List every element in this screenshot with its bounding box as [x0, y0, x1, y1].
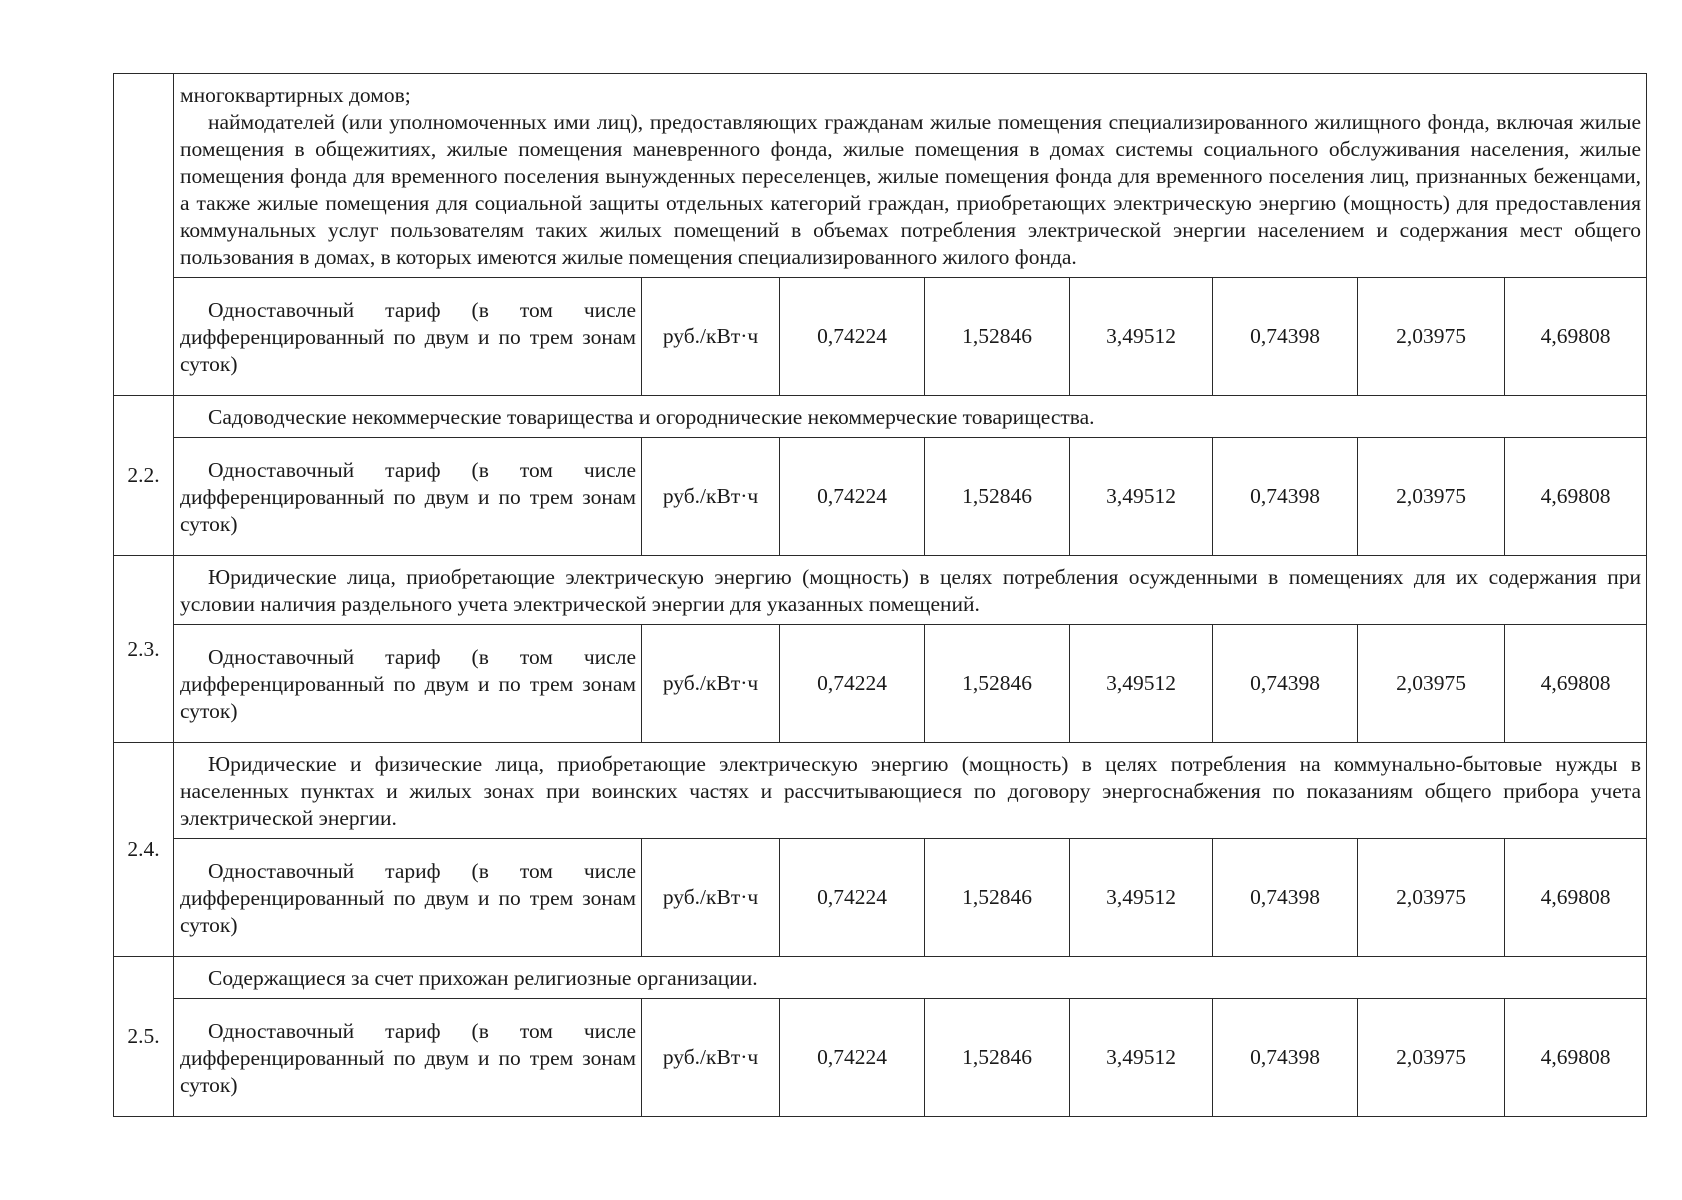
tariff-row — [114, 839, 1647, 957]
section-number — [114, 74, 174, 396]
tariff-value: 0,74398 — [1213, 438, 1358, 556]
tariff-label: Одноставочный тариф (в том числе дифференцированный по двум и по трем зонам суток) — [174, 999, 642, 1117]
tariff-label: Одноставочный тариф (в том числе дифференцированный по двум и по трем зонам суток) — [174, 278, 642, 396]
tariff-value: 0,74398 — [1213, 278, 1358, 396]
tariff-unit: руб./кВт·ч — [642, 278, 780, 396]
tariff-value: 3,49512 — [1070, 438, 1213, 556]
tariff-value: 0,74224 — [780, 625, 925, 743]
tariff-label: Одноставочный тариф (в том числе дифференцированный по двум и по трем зонам суток) — [174, 839, 642, 957]
tariff-value: 1,52846 — [925, 839, 1070, 957]
section-description — [174, 396, 1647, 438]
tariff-value: 3,49512 — [1070, 625, 1213, 743]
tariff-unit: руб./кВт·ч — [642, 839, 780, 957]
section-description — [174, 74, 1647, 278]
tariff-value: 2,03975 — [1358, 438, 1505, 556]
tariff-value: 0,74224 — [780, 999, 925, 1117]
tariff-unit: руб./кВт·ч — [642, 625, 780, 743]
section-row — [114, 556, 1647, 625]
description-paragraph: Юридические лица, приобретающие электрическую энергию (мощность) в целях потребления осужденными в помещениях для их содержания при условии наличия раздельного учета электрической энергии для указанных помещений. — [180, 565, 1641, 616]
tariff-label: Одноставочный тариф (в том числе дифференцированный по двум и по трем зонам суток) — [174, 438, 642, 556]
tariff-value: 4,69808 — [1505, 438, 1647, 556]
tariff-value: 0,74398 — [1213, 625, 1358, 743]
tariff-value: 2,03975 — [1358, 839, 1505, 957]
description-paragraph: Содержащиеся за счет прихожан религиозные организации. — [208, 966, 758, 990]
section-description — [174, 957, 1647, 999]
description-paragraph: многоквартирных домов; — [180, 83, 411, 107]
tariff-value: 4,69808 — [1505, 999, 1647, 1117]
tariff-row — [114, 438, 1647, 556]
tariff-value: 3,49512 — [1070, 839, 1213, 957]
tariff-value: 0,74224 — [780, 278, 925, 396]
tariff-value: 1,52846 — [925, 438, 1070, 556]
tariff-value: 1,52846 — [925, 625, 1070, 743]
tariff-row — [114, 999, 1647, 1117]
section-number: 2.5. — [114, 957, 174, 1117]
tariff-row — [114, 625, 1647, 743]
tariff-value: 1,52846 — [925, 278, 1070, 396]
tariff-value: 4,69808 — [1505, 625, 1647, 743]
section-row — [114, 957, 1647, 999]
description-paragraph: Садоводческие некоммерческие товарищества и огороднические некоммерческие товарищества. — [208, 405, 1095, 429]
section-row — [114, 74, 1647, 278]
tariff-value: 3,49512 — [1070, 999, 1213, 1117]
description-paragraph: Юридические и физические лица, приобретающие электрическую энергию (мощность) в целях потребления на коммунально-бытовые нужды в населенных пунктах и жилых зонах при воинских частях и рассчитывающиеся по договору энергоснабжения по показаниям общего прибора учета электрической энергии. — [180, 752, 1641, 830]
section-number: 2.4. — [114, 743, 174, 957]
tariff-row — [114, 278, 1647, 396]
tariff-value: 2,03975 — [1358, 625, 1505, 743]
tariff-value: 2,03975 — [1358, 999, 1505, 1117]
tariff-value: 0,74398 — [1213, 839, 1358, 957]
section-row — [114, 396, 1647, 438]
tariff-value: 4,69808 — [1505, 839, 1647, 957]
tariff-unit: руб./кВт·ч — [642, 999, 780, 1117]
tariff-value: 0,74224 — [780, 839, 925, 957]
tariff-table — [113, 73, 1647, 1117]
tariff-value: 4,69808 — [1505, 278, 1647, 396]
tariff-value: 0,74224 — [780, 438, 925, 556]
tariff-value: 3,49512 — [1070, 278, 1213, 396]
section-row — [114, 743, 1647, 839]
tariff-value: 0,74398 — [1213, 999, 1358, 1117]
section-description — [174, 743, 1647, 839]
section-number: 2.2. — [114, 396, 174, 556]
tariff-unit: руб./кВт·ч — [642, 438, 780, 556]
tariff-value: 2,03975 — [1358, 278, 1505, 396]
section-description — [174, 556, 1647, 625]
tariff-label: Одноставочный тариф (в том числе дифференцированный по двум и по трем зонам суток) — [174, 625, 642, 743]
tariff-value: 1,52846 — [925, 999, 1070, 1117]
description-paragraph: наймодателей (или уполномоченных ими лиц), предоставляющих гражданам жилые помещения специализированного жилищного фонда, включая жилые помещения в общежитиях, жилые помещения маневренного фонда, жилые помещения в домах системы социального обслуживания населения, жилые помещения фонда для временного поселения вынужденных переселенцев, жилые помещения фонда для временного поселения лиц, признанных беженцами, а также жилые помещения для социальной защиты отдельных категорий граждан, приобретающих электрическую энергию (мощность) для предоставления коммунальных услуг пользователям таких жилых помещений в объемах потребления электрической энергии населением и содержания мест общего пользования в домах, в которых имеются жилые помещения специализированного жилого фонда. — [180, 110, 1641, 269]
section-number: 2.3. — [114, 556, 174, 743]
